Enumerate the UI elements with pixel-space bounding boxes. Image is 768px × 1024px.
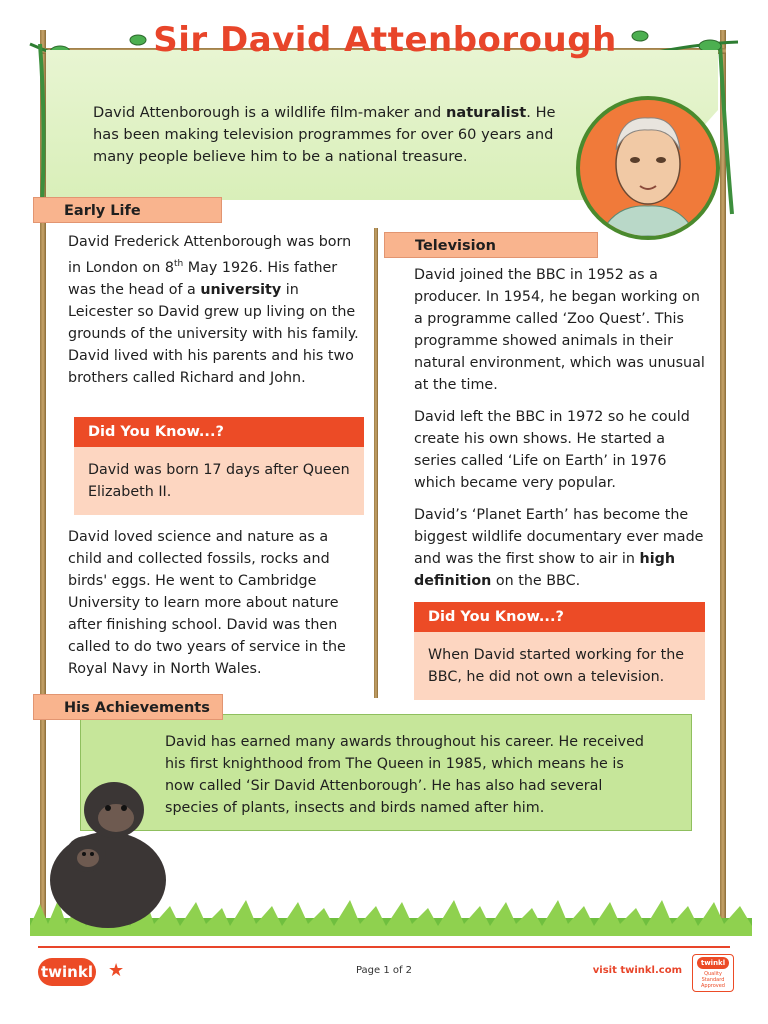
television-paragraph-2: David left the BBC in 1972 so he could create his own shows. He started a series called ‘Life on Earth’ in 1976 which became very popular.	[414, 409, 690, 491]
badge-caption: Quality Standard Approved	[701, 971, 725, 989]
television-heading: Television	[384, 232, 598, 258]
badge-logo: twinkl	[697, 957, 729, 969]
bamboo-divider	[374, 228, 378, 698]
visit-link[interactable]: visit twinkl.com	[592, 965, 682, 976]
portrait-illustration	[576, 96, 720, 240]
page-title: Sir David Attenborough	[153, 20, 617, 60]
footer-divider	[38, 946, 730, 948]
star-icon: ★	[108, 960, 125, 981]
television-paragraph-3: David’s ‘Planet Earth’ has become the biggest wildlife documentary ever made and was the first show to air in high definition on the BBC.	[414, 507, 704, 589]
early-life-heading: Early Life	[33, 197, 222, 223]
chimpanzee-illustration	[38, 770, 178, 930]
twinkl-logo: twinkl	[38, 958, 96, 986]
did-you-know-heading-left: Did You Know...?	[74, 417, 364, 447]
early-life-paragraph-2: David loved science and nature as a child and collected fossils, rocks and birds' eggs. He went to Cambridge University to learn more about nature after finishing school. David was then called to do two years of service in the Royal Navy in North Wales.	[68, 529, 346, 677]
did-you-know-box-left: David was born 17 days after Queen Elizabeth II.	[74, 447, 364, 515]
quality-badge	[692, 954, 734, 992]
television-paragraph-1: David joined the BBC in 1952 as a producer. In 1954, he began working on a programme called ‘Zoo Quest’. This programme showed animals in their natural environment, which was unusual at the time.	[414, 267, 705, 393]
achievements-text: David has earned many awards throughout his career. He received his first knighthood from The Queen in 1985, which means he is now called ‘Sir David Attenborough’. He has also had several species of plants, insects and birds named after him.	[165, 734, 644, 816]
did-you-know-heading-right: Did You Know...?	[414, 602, 705, 632]
did-you-know-box-right: When David started working for the BBC, he did not own a television.	[414, 632, 705, 700]
achievements-heading: His Achievements	[33, 694, 223, 720]
intro-text: David Attenborough is a wildlife film-maker and naturalist. He has been making television programmes for over 60 years and many people believe him to be a national treasure.	[93, 104, 556, 165]
early-life-paragraph-1: David Frederick Attenborough was born in London on 8th May 1926. His father was the head of a university in Leicester so David grew up living on the grounds of the university with his family. David lived with his parents and his two brothers called Richard and John.	[68, 234, 359, 386]
page-number: Page 1 of 2	[355, 965, 413, 976]
